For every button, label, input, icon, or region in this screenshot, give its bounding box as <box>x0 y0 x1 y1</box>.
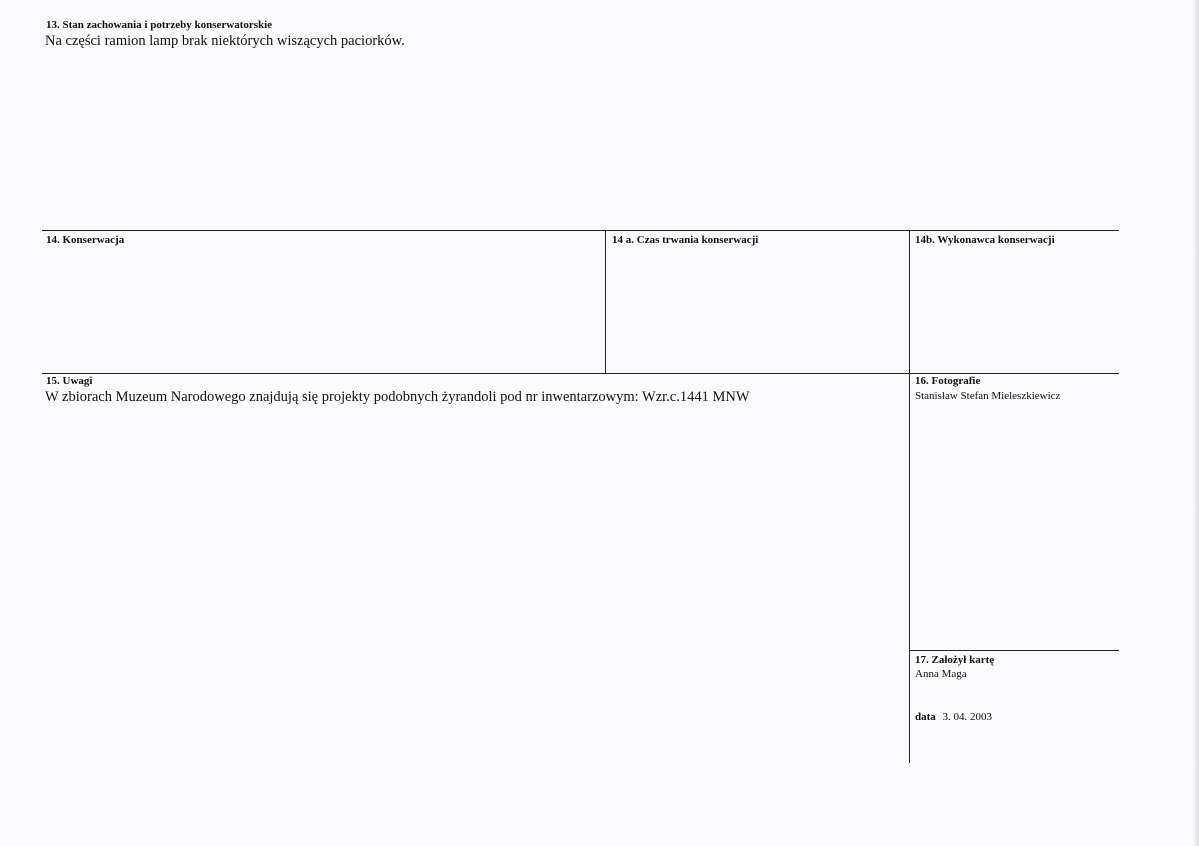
date-value: 3. 04. 2003 <box>942 711 993 723</box>
section-16-label: 16. Fotografie <box>915 375 981 387</box>
section-15-text: W zbiorach Muzeum Narodowego znajdują się projekty podobnych żyrandoli pod nr inwentarzowym: Wzr.c.1441 MNW <box>45 389 750 405</box>
section-15-top-border <box>42 373 1119 374</box>
divider-14-14a <box>605 230 606 373</box>
section-16-text: Stanisław Stefan Mieleszkiewicz <box>915 390 1061 402</box>
date-label: data <box>915 711 936 723</box>
section-13-text: Na części ramion lamp brak niektórych wiszących paciorków. <box>45 33 405 49</box>
section-15-label: 15. Uwagi <box>46 375 93 387</box>
scan-edge-shadow <box>1193 0 1199 846</box>
section-17-text: Anna Maga <box>915 668 967 680</box>
section-14-label: 14. Konserwacja <box>46 234 125 246</box>
section-14a-label: 14 a. Czas trwania konserwacji <box>612 234 759 246</box>
section-14b-label: 14b. Wykonawca konserwacji <box>915 234 1055 246</box>
section-17-date <box>915 711 992 723</box>
section-14-top-border <box>42 230 1119 231</box>
section-13-label: 13. Stan zachowania i potrzeby konserwatorskie <box>46 19 273 31</box>
section-17-top-border <box>909 650 1119 651</box>
divider-right-column <box>909 230 910 763</box>
section-17-label: 17. Założył kartę <box>915 654 995 666</box>
